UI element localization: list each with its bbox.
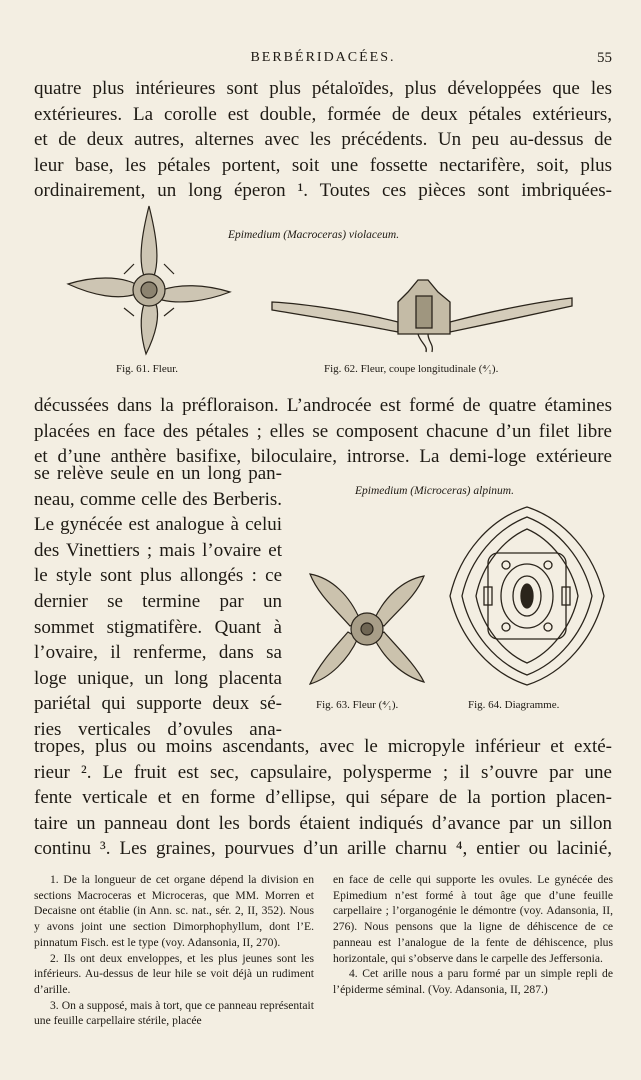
fig63-label: Fig. 63. Fleur (⁴⁄₁). <box>316 699 399 711</box>
fig62-label: Fig. 62. Fleur, coupe longitudinale (⁴⁄₁). <box>324 363 499 375</box>
text-line: quatre plus intérieures sont plus pétaloïdes, plus développées que les <box>34 78 612 99</box>
text-line: ordinairement, un long éperon ¹. Toutes ces pièces sont imbriquées- <box>34 180 612 202</box>
fig64-floral-diagram <box>444 503 610 689</box>
footnote: 3. On a supposé, mais à tort, que ce panneau représentait une feuille carpellaire stérile, placée <box>34 998 314 1028</box>
text-line: des Vinettiers ; mais l’ovaire et <box>34 539 282 561</box>
paragraph-block-4 <box>34 734 612 862</box>
footnotes-left-column <box>34 872 314 1029</box>
fig62-longitudinal-section <box>268 272 576 354</box>
fig64-label: Fig. 64. Diagramme. <box>468 699 560 711</box>
text-line: l’ovaire, il renferme, dans sa <box>34 642 282 664</box>
text-line: sommet stigmatifère. Quant à <box>34 616 282 638</box>
text-line: continu ³. Les graines, pourvues d’un arille charnu ⁴, entier ou lacinié, <box>34 838 612 860</box>
text-line: tropes, plus ou moins ascendants, avec le micropyle inférieur et exté- <box>34 736 612 757</box>
text-line: et d’une anthère basifixe, biloculaire, introrse. La demi-loge extérieure <box>34 446 612 468</box>
text-line: dernier se termine par un <box>34 590 282 612</box>
text-line: rieur ². Le fruit est sec, capsulaire, polysperme ; il s’ouvre par une <box>34 761 612 783</box>
text-line: fente verticale et en forme d’ellipse, qui sépare de la portion placen- <box>34 787 612 809</box>
fig63-flower-illustration <box>302 566 432 692</box>
text-line: Le gynécée est analogue à celui <box>34 514 282 536</box>
page-header <box>34 50 612 72</box>
page-number: 55 <box>597 50 612 66</box>
text-line: et de deux autres, alternes avec les précédents. Un peu au-dessus de <box>34 129 612 151</box>
text-line: taire un panneau dont les bords étaient indiqués d’avance par un sillon <box>34 812 612 834</box>
footnote: 1. De la longueur de cet organe dépend la division en sections Macroceras et Microceras, que MM. Morren et Decaisne ont établie (in Ann. sc. nat., sér. 2, II, 352). Nous y avons joint une section Dimorphophyllum, dont l’E. pinnatum Fisch. est le type (voy. Adansonia, II, 270). <box>34 873 314 949</box>
text-line: pariétal qui supporte deux sé- <box>34 693 282 715</box>
fig61-flower-illustration <box>64 204 234 358</box>
fig61-label: Fig. 61. Fleur. <box>116 363 179 375</box>
paragraph-block-1 <box>34 76 612 204</box>
text-line: décussées dans la préfloraison. L’androcée est formé de quatre étamines <box>34 395 612 416</box>
text-line: extérieures. La corolle est double, formée de deux pétales extérieurs, <box>34 103 612 125</box>
figure-caption-alpinum: Epimedium (Microceras) alpinum. <box>355 485 514 497</box>
text-line: le style sont plus allongés : ce <box>34 565 282 587</box>
paragraph-block-2 <box>34 393 612 470</box>
footnote: 2. Ils ont deux enveloppes, et les plus jeunes sont les inférieurs. Au-dessus de leur hile se voit déjà un rudiment d’arille. <box>34 951 314 996</box>
footnote: 4. Cet arille nous a paru formé par un simple repli de l’épiderme séminal. (Voy. Adansonia, II, 287.) <box>333 967 613 996</box>
text-line: placées en face des pétales ; elles se composent chacune d’un filet libre <box>34 420 612 442</box>
text-line: neau, comme celle des Berberis. <box>34 488 282 510</box>
footnotes-right-column <box>333 872 613 998</box>
paragraph-block-3 <box>34 461 282 743</box>
footnote: en face de celle qui supporte les ovules. Le gynécée des Epimedium n’est formé à tout âge que d’une feuille carpellaire ; l’organogénie le démontre (voy. Adansonia, II, 276). Nous pensons que la ligne de déhiscence de ce panneau est l’analogue de la fente de déhiscence, plus horizontale, qui s’observe dans le carpelle des Jeffersonia. <box>333 873 613 965</box>
text-line: leur base, les pétales portent, soit une fossette nectarifère, soit, plus <box>34 154 612 176</box>
text-line: se relève seule en un long pan- <box>34 463 282 484</box>
figure-caption-violaceum: Epimedium (Macroceras) violaceum. <box>228 229 400 241</box>
text-line: loge unique, un long placenta <box>34 667 282 689</box>
running-title: BERBÉRIDACÉES. <box>250 50 396 65</box>
text-line: ries verticales d’ovules ana- <box>34 718 282 740</box>
